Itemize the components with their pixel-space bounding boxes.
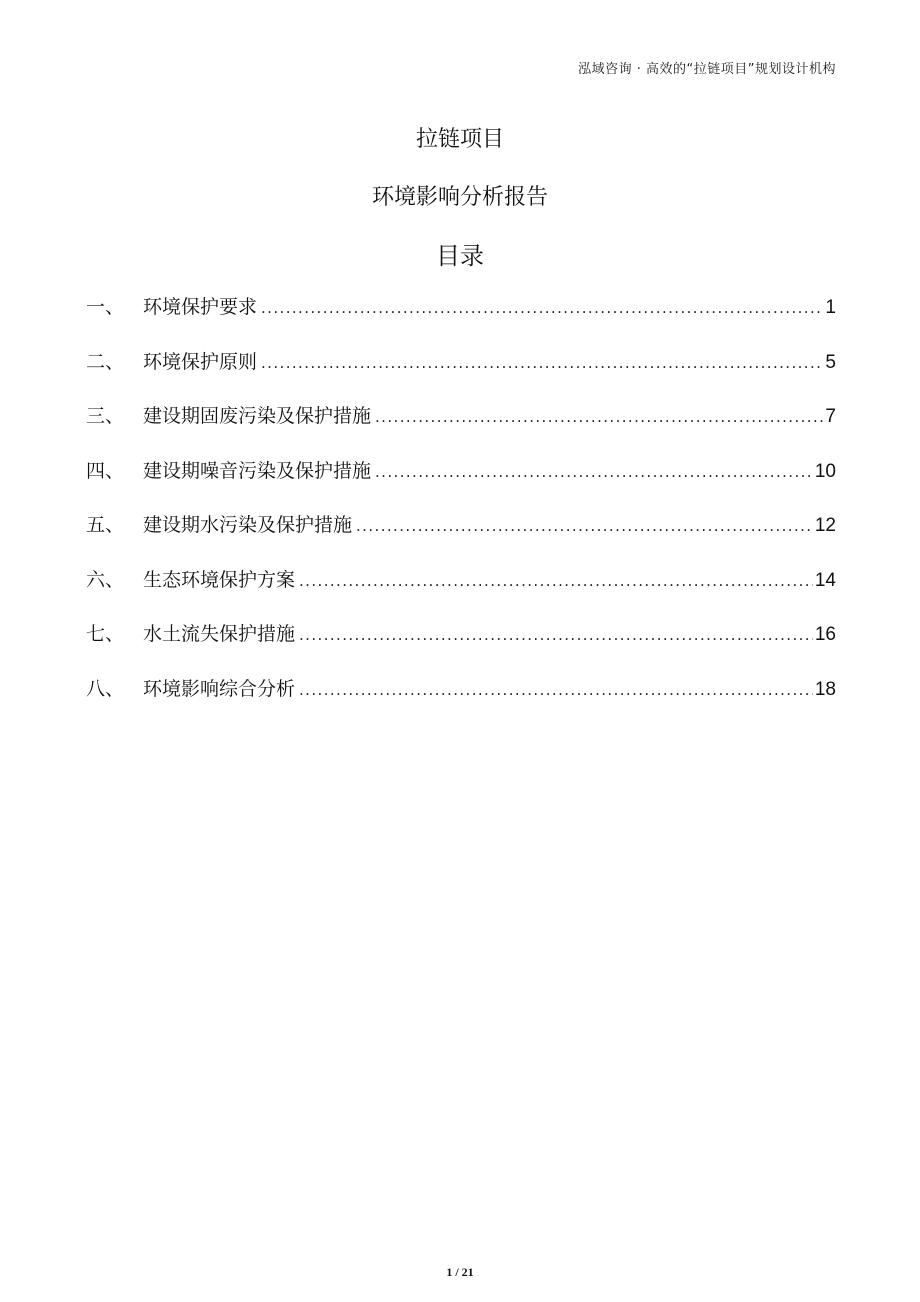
toc-leader-dots <box>375 463 813 481</box>
toc-entry-number: 一、 <box>86 296 125 318</box>
toc-leader-dots <box>375 408 823 426</box>
toc-entry-page: 10 <box>814 460 836 482</box>
toc-entry-number: 五、 <box>86 514 125 536</box>
toc-entry-page: 5 <box>825 351 836 373</box>
toc-entry[interactable] <box>86 401 836 456</box>
toc-leader-dots <box>299 626 813 644</box>
toc-entry-page: 7 <box>825 406 836 427</box>
toc-entry-number: 八、 <box>86 677 125 700</box>
toc-leader-dots <box>261 354 823 372</box>
toc-entry[interactable] <box>86 565 836 620</box>
toc-entry[interactable] <box>86 456 836 511</box>
toc-entry-page: 14 <box>814 569 836 591</box>
toc-leader-dots <box>356 517 813 535</box>
toc-entry-label: 环境保护要求 <box>143 296 258 318</box>
toc-entry[interactable] <box>86 619 836 674</box>
toc-leader-dots <box>299 572 813 590</box>
toc-entry[interactable] <box>86 674 836 729</box>
toc-entry[interactable] <box>86 510 836 565</box>
page-indicator: 1 / 21 <box>446 1265 474 1279</box>
toc-entry[interactable] <box>86 347 836 402</box>
toc-entry-page: 16 <box>814 624 836 645</box>
toc-entry[interactable] <box>86 292 836 347</box>
toc-entry-page: 12 <box>814 515 836 536</box>
toc-entry-label: 环境保护原则 <box>143 350 258 373</box>
table-of-contents <box>86 292 836 728</box>
toc-entry-page: 18 <box>814 678 836 700</box>
report-title: 环境影响分析报告 <box>371 185 548 210</box>
toc-entry-number: 六、 <box>86 568 125 591</box>
toc-entry-label: 建设期噪音污染及保护措施 <box>143 459 372 482</box>
toc-entry-label: 生态环境保护方案 <box>143 568 296 591</box>
toc-entry-label: 建设期水污染及保护措施 <box>143 514 353 536</box>
toc-entry-label: 环境影响综合分析 <box>143 677 296 700</box>
page-header: 泓域咨询 · 高效的“拉链项目”规划设计机构 <box>578 62 836 77</box>
toc-entry-number: 四、 <box>86 459 125 482</box>
toc-entry-number: 七、 <box>86 623 125 645</box>
toc-entry-label: 建设期固废污染及保护措施 <box>143 405 372 427</box>
toc-entry-number: 三、 <box>86 405 125 427</box>
toc-entry-label: 水土流失保护措施 <box>143 623 296 645</box>
toc-entry-page: 1 <box>825 297 836 318</box>
toc-leader-dots <box>261 299 823 317</box>
project-title: 拉链项目 <box>415 127 504 152</box>
toc-entry-number: 二、 <box>86 350 125 373</box>
toc-leader-dots <box>299 681 813 699</box>
toc-heading: 目录 <box>436 242 484 270</box>
